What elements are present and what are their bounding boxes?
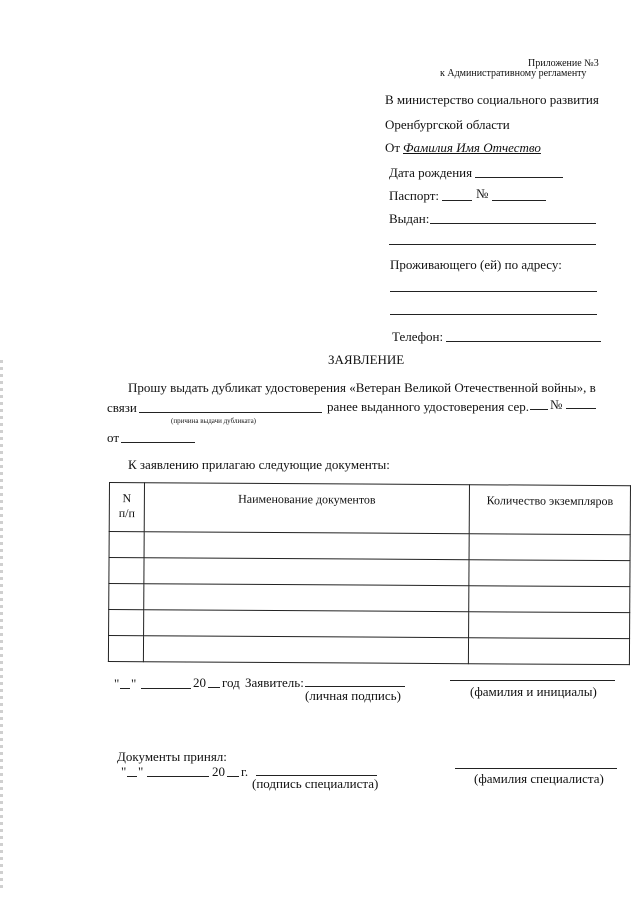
address-field-line2[interactable]	[390, 314, 597, 315]
applicant-year-field[interactable]	[208, 687, 220, 688]
address-field-line1[interactable]	[390, 291, 597, 292]
addressee-line1: В министерство социального развития	[385, 92, 599, 107]
specialist-name-field[interactable]	[455, 768, 617, 769]
table-cell[interactable]	[109, 584, 144, 610]
passport-number-field[interactable]	[492, 200, 546, 201]
column-header-document-name: Наименование документов	[144, 483, 469, 534]
reason-field[interactable]	[139, 412, 322, 413]
issued-label: Выдан:	[389, 211, 430, 226]
column-header-number: N п/п	[109, 483, 144, 532]
table-row[interactable]	[109, 532, 630, 561]
scan-edge-artifact	[0, 360, 3, 890]
table-cell[interactable]	[468, 638, 629, 665]
appendix-number: Приложение №3	[528, 58, 599, 69]
table-cell[interactable]	[144, 610, 469, 638]
applicant-year-suffix: год	[222, 675, 240, 690]
issue-date-field[interactable]	[121, 442, 195, 443]
issue-date-label: от	[107, 430, 120, 445]
birth-date-field[interactable]	[475, 177, 563, 178]
applicant-label: Заявитель:	[245, 675, 304, 690]
addressee-line2: Оренбургской области	[385, 117, 510, 132]
passport-label: Паспорт:	[389, 188, 440, 203]
applicant-year-prefix: 20	[193, 675, 206, 690]
applicant-name-caption: (фамилия и инициалы)	[470, 684, 597, 699]
table-cell[interactable]	[469, 560, 630, 587]
issued-field-line1[interactable]	[430, 223, 596, 224]
passport-number-label: №	[476, 186, 489, 201]
table-row[interactable]	[109, 610, 630, 639]
table-cell[interactable]	[109, 558, 144, 584]
from-name-field[interactable]: Фамилия Имя Отчество	[403, 140, 541, 155]
applicant-name-field[interactable]	[450, 680, 615, 681]
attachments-intro: К заявлению прилагаю следующие документы:	[128, 457, 390, 472]
table-header-row	[109, 483, 630, 535]
applicant-month-field[interactable]	[141, 688, 191, 689]
applicant-date-quote-close: "	[131, 676, 137, 691]
documents-table	[108, 482, 631, 665]
residing-label: Проживающего (ей) по адресу:	[390, 257, 562, 272]
specialist-month-field[interactable]	[147, 776, 209, 777]
passport-series-field[interactable]	[442, 200, 472, 201]
appendix-regulation: к Административному регламенту	[440, 68, 587, 79]
table-cell[interactable]	[144, 584, 469, 612]
table-cell[interactable]	[469, 534, 630, 561]
specialist-day-field[interactable]	[127, 776, 137, 777]
table-cell[interactable]	[108, 636, 143, 662]
table-cell[interactable]	[109, 532, 144, 558]
specialist-year-suffix: г.	[241, 764, 249, 779]
specialist-year-field[interactable]	[227, 776, 239, 777]
phone-label: Телефон:	[392, 329, 444, 344]
table-row[interactable]	[109, 558, 630, 587]
column-header-quantity: Количество экземпляров	[469, 485, 630, 535]
table-cell[interactable]	[144, 532, 469, 560]
request-text-line1: Прошу выдать дубликат удостоверения «Ветеран Великой Отечественной войны», в	[128, 380, 596, 395]
table-cell[interactable]	[143, 636, 468, 664]
certificate-number-field[interactable]	[566, 408, 596, 409]
document-title: ЗАЯВЛЕНИЕ	[328, 352, 405, 367]
issued-field-line2[interactable]	[389, 244, 596, 245]
applicant-signature-field[interactable]	[305, 686, 405, 687]
applicant-signature-caption: (личная подпись)	[305, 688, 401, 703]
reason-caption: (причина выдачи дубликата)	[171, 417, 257, 425]
birth-date-label: Дата рождения	[389, 165, 473, 180]
request-prefix: связи	[107, 400, 137, 415]
specialist-date-quote-open: "	[121, 764, 127, 779]
table-cell[interactable]	[469, 612, 630, 639]
specialist-signature-caption: (подпись специалиста)	[252, 776, 379, 791]
table-row[interactable]	[108, 636, 629, 665]
table-row[interactable]	[109, 584, 630, 613]
documents-accepted-label: Документы принял:	[117, 749, 227, 764]
request-suffix: ранее выданного удостоверения сер.	[327, 399, 530, 414]
applicant-day-field[interactable]	[120, 688, 130, 689]
table-cell[interactable]	[144, 558, 469, 586]
specialist-year-prefix: 20	[212, 764, 225, 779]
certificate-series-field[interactable]	[530, 409, 548, 410]
table-cell[interactable]	[469, 586, 630, 613]
specialist-name-caption: (фамилия специалиста)	[474, 771, 604, 786]
phone-field[interactable]	[446, 341, 601, 342]
table-cell[interactable]	[109, 610, 144, 636]
from-label: От	[385, 140, 401, 155]
certificate-number-label: №	[550, 397, 563, 412]
applicant-date-quote-open: "	[114, 676, 120, 691]
specialist-date-quote-close: "	[138, 764, 144, 779]
